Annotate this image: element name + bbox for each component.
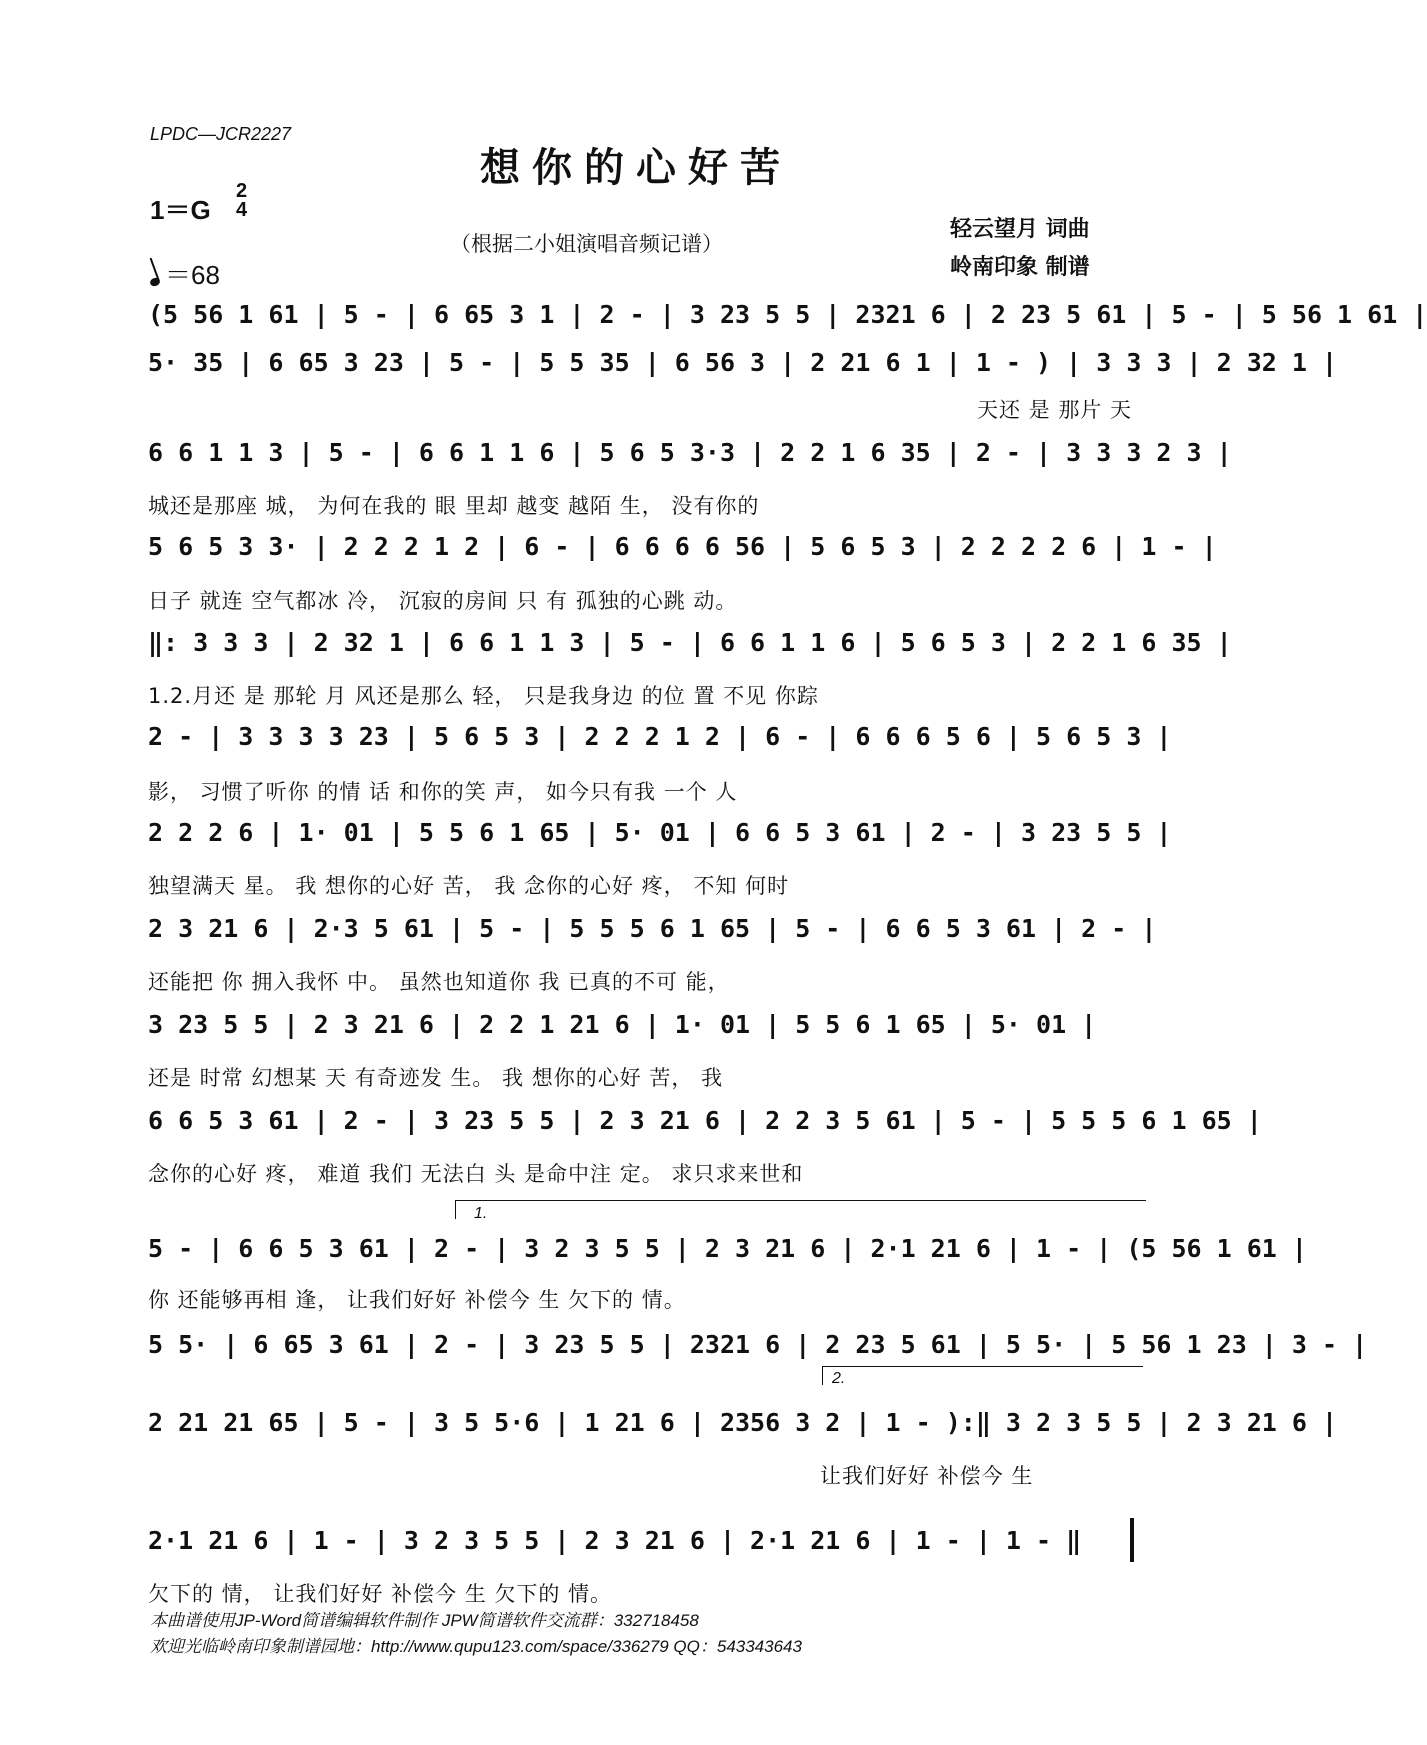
quarter-note-icon xyxy=(149,277,161,288)
credit-lyrics-music: 轻云望月 词曲 xyxy=(950,217,1090,242)
score-line-12: 5 5· | 6 65 3 61 | 2 - | 3 23 5 5 | 2321 6 | 2 23 5 61 | 5 5· | 5 56 1 23 | 3 - | xyxy=(148,1330,1368,1359)
meter-top: 2 xyxy=(236,180,248,202)
volta-2-label: 2. xyxy=(832,1370,846,1387)
score-line-2: 5· 35 | 6 65 3 23 | 5 - | 5 5 35 | 6 56 3 | 2 21 6 1 | 1 - ) | 3 3 3 | 2 32 1 | xyxy=(148,348,1338,377)
lyric-line-13: 让我们好好 补偿今 生 xyxy=(820,1464,1034,1488)
score-line-14: 2·1 21 6 | 1 - | 3 2 3 5 5 | 2 3 21 6 | 2·1 21 6 | 1 - | 1 - ‖ xyxy=(148,1526,1082,1555)
score-line-6: 2 - | 3 3 3 3 23 | 5 6 5 3 | 2 2 2 1 2 | 6 - | 6 6 6 5 6 | 5 6 5 3 | xyxy=(148,722,1172,751)
lyric-line-8: 还能把 你 拥入我怀 中。 虽然也知道你 我 已真的不可 能， xyxy=(148,970,730,994)
subtitle: （根据二小姐演唱音频记谱） xyxy=(450,232,723,256)
score-line-10: 6 6 5 3 61 | 2 - | 3 23 5 5 | 2 3 21 6 | 2 2 3 5 61 | 5 - | 5 5 5 6 1 65 | xyxy=(148,1106,1262,1135)
time-signature xyxy=(236,182,247,220)
key-signature: 1＝G xyxy=(150,195,211,225)
score-line-8: 2 3 21 6 | 2·3 5 61 | 5 - | 5 5 5 6 1 65 | 5 - | 6 6 5 3 61 | 2 - | xyxy=(148,914,1157,943)
lyric-line-10: 念你的心好 疼， 难道 我们 无法白 头 是命中注 定。 求只求来世和 xyxy=(148,1162,804,1186)
score-line-9: 3 23 5 5 | 2 3 21 6 | 2 2 1 21 6 | 1· 01 | 5 5 6 1 65 | 5· 01 | xyxy=(148,1010,1097,1039)
score-line-11: 5 - | 6 6 5 3 61 | 2 - | 3 2 3 5 5 | 2 3 21 6 | 2·1 21 6 | 1 - | (5 56 1 61 | xyxy=(148,1234,1307,1263)
lyric-line-3: 城还是那座 城， 为何在我的 眼 里却 越变 越陌 生， 没有你的 xyxy=(148,494,760,518)
lyric-line-9: 还是 时常 幻想某 天 有奇迹发 生。 我 想你的心好 苦， 我 xyxy=(148,1066,724,1090)
score-line-7: 2 2 2 6 | 1· 01 | 5 5 6 1 65 | 5· 01 | 6 6 5 3 61 | 2 - | 3 23 5 5 | xyxy=(148,818,1172,847)
lyric-line-14: 欠下的 情， 让我们好好 补偿今 生 欠下的 情。 xyxy=(148,1582,613,1606)
meter-bottom: 4 xyxy=(236,199,248,221)
lyric-line-5: 1.2.月还 是 那轮 月 风还是那么 轻， 只是我身边 的位 置 不见 你踪 xyxy=(148,684,819,708)
lyric-line-7: 独望满天 星。 我 想你的心好 苦， 我 念你的心好 疼， 不知 何时 xyxy=(148,874,790,898)
score-code: LPDC—JCR2227 xyxy=(150,124,292,144)
lyric-line-11: 你 还能够再相 逢， 让我们好好 补偿今 生 欠下的 情。 xyxy=(148,1288,686,1312)
lyric-line-4: 日子 就连 空气都冰 冷， 沉寂的房间 只 有 孤独的心跳 动。 xyxy=(148,589,738,613)
footer-software-note: 本曲谱使用JP-Word简谱编辑软件制作 JPW简谱软件交流群：332718458 xyxy=(150,1611,699,1630)
lyric-line-2: 天还 是 那片 天 xyxy=(976,398,1132,422)
volta-1-label: 1. xyxy=(474,1205,488,1222)
credit-transcriber: 岭南印象 制谱 xyxy=(950,255,1090,280)
footer-website-note: 欢迎光临岭南印象制谱园地：http://www.qupu123.com/space/336279 QQ：543343643 xyxy=(150,1637,802,1656)
lyric-line-6: 影， 习惯了听你 的情 话 和你的笑 声， 如今只有我 一个 人 xyxy=(148,780,738,804)
volta-2-bracket xyxy=(822,1366,1143,1385)
score-line-3: 6 6 1 1 3 | 5 - | 6 6 1 1 6 | 5 6 5 3·3 | 2 2 1 6 35 | 2 - | 3 3 3 2 3 | xyxy=(148,438,1232,467)
score-line-4: 5 6 5 3 3· | 2 2 2 1 2 | 6 - | 6 6 6 6 56 | 5 6 5 3 | 2 2 2 2 6 | 1 - | xyxy=(148,532,1217,561)
final-barline xyxy=(1130,1518,1134,1562)
score-line-1: (5 56 1 61 | 5 - | 6 65 3 1 | 2 - | 3 23 5 5 | 2321 6 | 2 23 5 61 | 5 - | 5 56 1 61 | xyxy=(148,300,1427,329)
song-title: 想你的心好苦 xyxy=(480,144,792,191)
score-line-13: 2 21 21 65 | 5 - | 3 5 5·6 | 1 21 6 | 2356 3 2 | 1 - ):‖ 3 2 3 5 5 | 2 3 21 6 | xyxy=(148,1408,1338,1437)
score-line-5: ‖: 3 3 3 | 2 32 1 | 6 6 1 1 3 | 5 - | 6 6 1 1 6 | 5 6 5 3 | 2 2 1 6 35 | xyxy=(148,628,1232,657)
tempo-value: ＝68 xyxy=(165,260,220,290)
volta-1-bracket xyxy=(455,1200,1146,1219)
tempo-marking xyxy=(150,255,220,292)
